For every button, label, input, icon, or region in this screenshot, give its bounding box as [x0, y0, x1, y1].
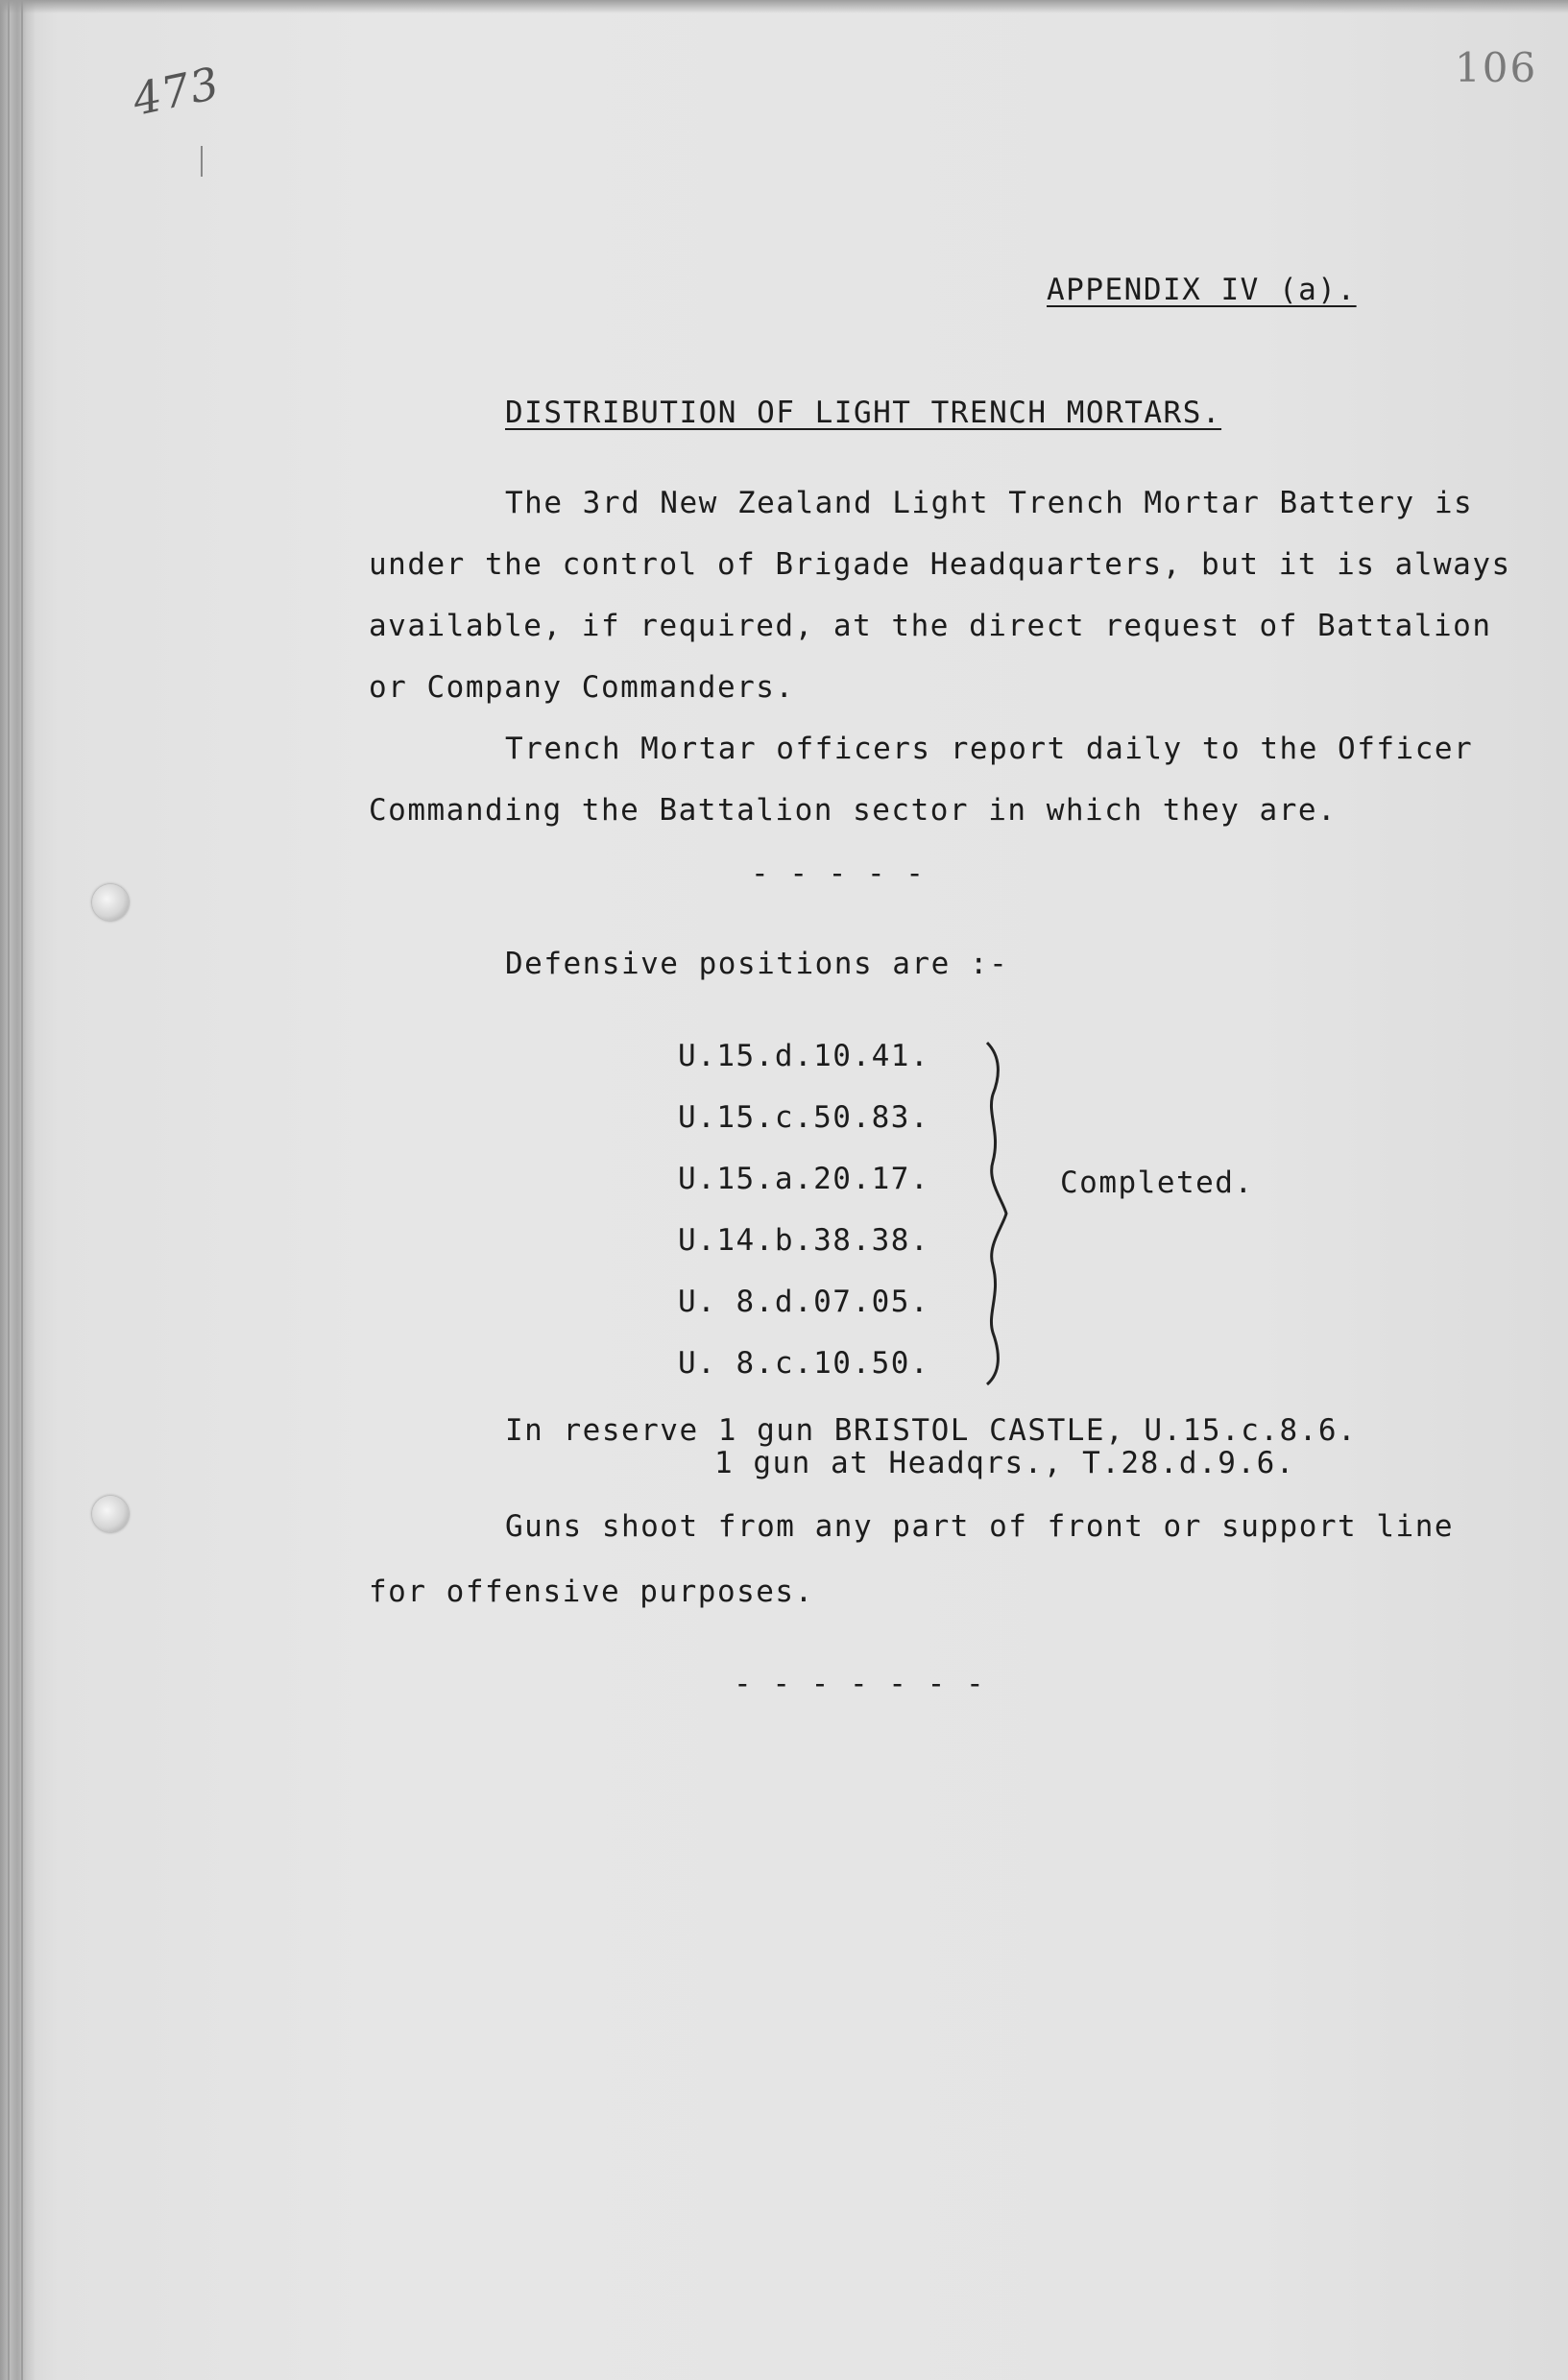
page-edge-line	[8, 0, 10, 2380]
position-grid-ref: U.15.a.20.17.	[678, 1162, 930, 1196]
paragraph-line: The 3rd New Zealand Light Trench Mortar Battery is	[505, 486, 1474, 520]
separator: - - - - -	[751, 856, 926, 891]
paragraph-line: available, if required, at the direct request of Battalion	[369, 609, 1492, 643]
top-shadow	[0, 0, 1568, 13]
position-grid-ref: U.15.d.10.41.	[678, 1039, 930, 1073]
paragraph-line: for offensive purposes.	[369, 1575, 814, 1609]
stamped-folio-number: 106	[1455, 44, 1538, 91]
reserve-line: In reserve 1 gun BRISTOL CASTLE, U.15.c.8.6.	[505, 1413, 1358, 1448]
paragraph-line: Guns shoot from any part of front or support line	[505, 1509, 1455, 1544]
paragraph-line: Commanding the Battalion sector in which they are.	[369, 793, 1338, 828]
punch-hole	[92, 1496, 129, 1532]
reserve-line: 1 gun at Headqrs., T.28.d.9.6.	[714, 1446, 1295, 1480]
position-grid-ref: U.14.b.38.38.	[678, 1223, 930, 1258]
binding-edge	[0, 0, 35, 2380]
handwritten-folio-number: 473	[128, 57, 225, 126]
paragraph-line: under the control of Brigade Headquarters, but it is always	[369, 547, 1511, 582]
positions-status: Completed.	[1060, 1166, 1254, 1200]
position-grid-ref: U.15.c.50.83.	[678, 1100, 930, 1135]
punch-hole	[92, 884, 129, 921]
appendix-label: APPENDIX IV (a).	[1047, 273, 1357, 307]
page-edge-line	[21, 0, 23, 2380]
brace-bracket	[979, 1037, 1018, 1390]
paragraph-line: or Company Commanders.	[369, 670, 795, 705]
position-grid-ref: U. 8.c.10.50.	[678, 1346, 930, 1381]
positions-intro: Defensive positions are :-	[505, 947, 1009, 981]
position-grid-ref: U. 8.d.07.05.	[678, 1285, 930, 1319]
paragraph-line: Trench Mortar officers report daily to the Officer	[505, 732, 1474, 766]
pencil-mark	[201, 146, 203, 177]
separator: - - - - - - -	[734, 1667, 986, 1701]
document-title: DISTRIBUTION OF LIGHT TRENCH MORTARS.	[505, 396, 1222, 430]
